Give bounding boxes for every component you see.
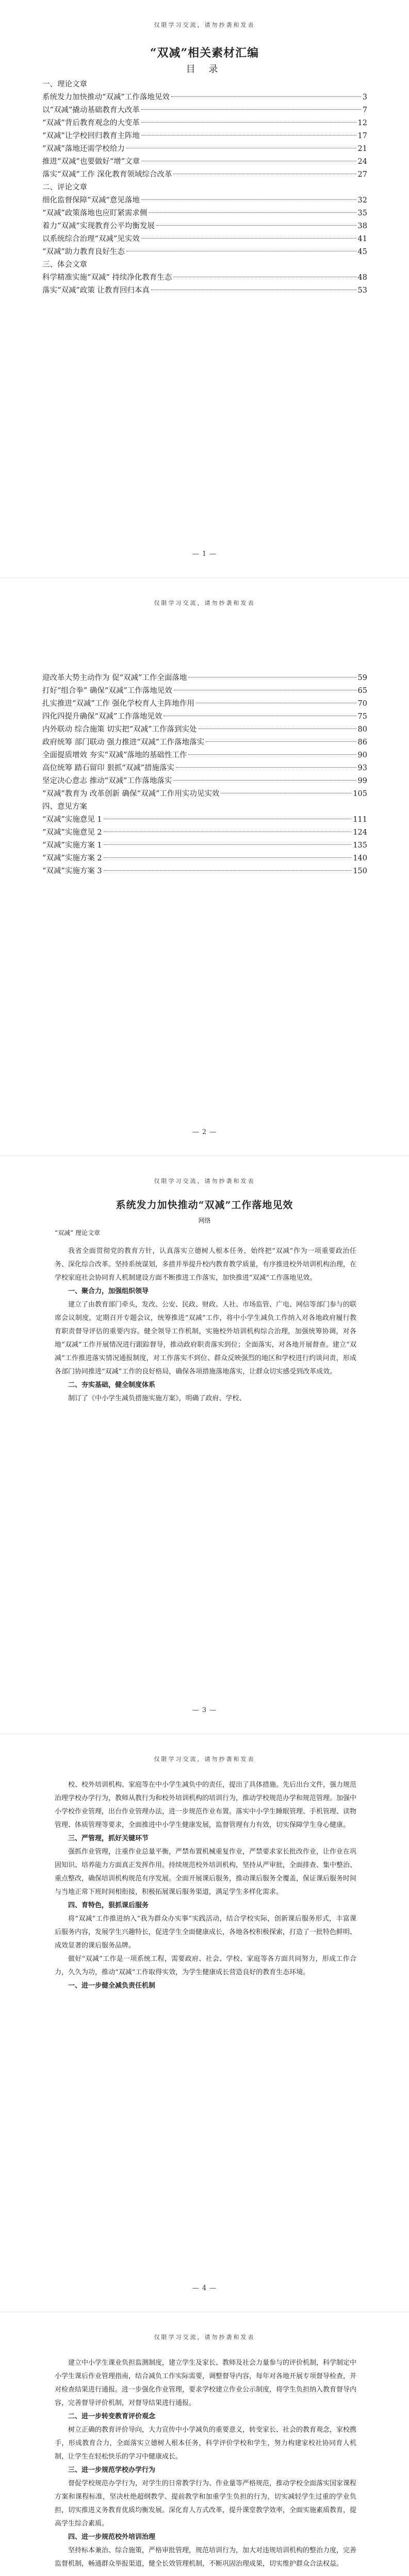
document-page-2 xyxy=(0,578,409,1156)
toc-entry-title: 扎实推进“双减”工作 强化学校育人主阵地作用 xyxy=(42,700,194,708)
body-paragraph: 将“双减”工作推进纳入“我为群众办实事”实践活动，结合学校实际，创新课后服务形式，丰富课后服务内容，发展学生兴趣特长，促进学生全面健康成长，各地各校积极探索，打造了一批特色鲜明、成效显著的课后服务品牌。 xyxy=(55,1915,357,1950)
toc-entry[interactable] xyxy=(42,839,367,852)
header-notice: 仅限学习交流，请勿抄袭和发表 xyxy=(154,1178,255,1184)
toc-entry-page: 38 xyxy=(357,222,367,230)
toc-entry-page: 17 xyxy=(357,132,367,140)
toc-entry-title: 落实“双减”工作 深化教育领域综合改革 xyxy=(42,171,172,179)
toc-entry-page: 70 xyxy=(357,700,367,708)
toc-entry-title: 坚定决心意志 推动“双减”工作落地落实 xyxy=(42,777,172,785)
toc-entry[interactable] xyxy=(42,207,367,220)
toc-entry-page: 75 xyxy=(357,713,367,721)
toc-entry[interactable] xyxy=(42,736,367,749)
toc-entry-title: “双减”让学校回归教育主阵地 xyxy=(42,132,140,140)
toc-entry[interactable] xyxy=(42,749,367,762)
toc-entry[interactable] xyxy=(42,685,367,698)
toc-entry-page: 65 xyxy=(357,687,367,695)
toc-leader-dots xyxy=(149,212,356,213)
toc-entry-page: 80 xyxy=(357,725,367,734)
toc-entry[interactable] xyxy=(42,104,367,117)
body-paragraph: 建立中小学生课业负担监测制度，建立学生及家长、教师及社会力量参与的评价机制，科学制定中小学生课后作业管理指南，结合减负工作实际需要，调整督导内容，每年对各地开展专项督导检查，并对检查结果进行通报。进一步强化作业管理，要求学校建立作业公示制度，将学生负担纳入教育督导内容，完善督导评价机制，对督导结果进行通报。 xyxy=(55,2359,357,2407)
body-paragraph: 制订了《中小学生减负措施实施方案》，明确了政府、学校、 xyxy=(68,1395,246,1402)
section-heading: 二、进一步转变教育评价观念 xyxy=(68,2413,156,2420)
toc-entry-title: 落实“双减”政策 让教育回归本真 xyxy=(42,286,150,295)
toc-entry[interactable] xyxy=(42,220,367,233)
toc-leader-dots xyxy=(188,754,356,755)
section-heading: 四、进一步规范校外培训治理 xyxy=(68,2533,156,2541)
toc-entry-title: 打好“组合拳” 确保“双减”工作落地见效 xyxy=(42,687,172,695)
toc-leader-dots xyxy=(206,741,356,742)
toc-leader-dots xyxy=(173,780,356,781)
toc-leader-dots xyxy=(141,122,356,123)
page-number: — 3 — xyxy=(192,1706,217,1714)
page-number: — 4 — xyxy=(192,2284,217,2292)
toc-leader-dots xyxy=(171,96,361,97)
section-heading: 三、严管理，抓好关键环节 xyxy=(68,1835,149,1842)
toc-entry-page: 45 xyxy=(357,248,367,256)
toc-entry-title: 科学精准实施“双减” 持续净化教育生态 xyxy=(42,274,172,282)
document-page-3 xyxy=(0,1156,409,1734)
toc-entry[interactable] xyxy=(42,168,367,181)
toc-entry[interactable] xyxy=(42,710,367,723)
body-paragraph: 树立正确的教育评价导向，大力宣传中小学减负的重要意义，转变家长、社会的教育观念，家校携手，形成教育合力，全面落实立德树人根本任务，科学评价学校和学生，努力构建家校社协同育人机制，让学生在轻松快乐的学习中健康成长。 xyxy=(55,2426,357,2461)
toc-entry[interactable] xyxy=(42,852,367,865)
toc-entry[interactable] xyxy=(42,775,367,788)
toc-entry[interactable] xyxy=(42,865,367,878)
body-paragraph: 强抓作业管理，注重作业总量平衡，严禁布置机械重复作业，严禁要求家长批改作业，让作业在巩固知识、培养能力方面真正发挥作用。持续规范校外培训机构，坚持从严审批，全面排查、集中整治、重点整改，确保培训机构规范有序发展。全面开展课后服务，推动课后服务全覆盖，保证课后服务时间与当地正常下班时间相衔接，积极拓展课后服务渠道，满足学生多样化需求。 xyxy=(55,1848,357,1896)
toc-entry[interactable] xyxy=(42,272,367,284)
section-heading: 一、进一步健全减负责任机制 xyxy=(68,1982,156,1990)
toc-leader-dots xyxy=(199,728,356,729)
header-notice: 仅限学习交流，请勿抄袭和发表 xyxy=(154,1756,255,1762)
toc-entry-title: “双减”落地还需学校给力 xyxy=(42,145,125,153)
toc-entry[interactable] xyxy=(42,194,367,207)
header-notice: 仅限学习交流，请勿抄袭和发表 xyxy=(154,2334,255,2341)
toc-entry-page: 41 xyxy=(357,235,367,243)
toc-entry-page: 150 xyxy=(353,867,367,875)
toc-entry-page: 86 xyxy=(357,738,367,747)
toc-entry[interactable] xyxy=(42,156,367,168)
toc-entry-title: “双减”实施方案 3 xyxy=(42,867,102,875)
toc-entry-page: 124 xyxy=(353,828,367,837)
toc-leader-dots xyxy=(176,767,356,768)
toc-entry-title: “双减”政策落地也应盯紧需求侧 xyxy=(42,209,148,217)
article-body xyxy=(55,1778,356,1993)
toc-entry-page: 3 xyxy=(362,93,367,101)
toc-entry[interactable] xyxy=(42,698,367,710)
toc-subtitle: 目 录 xyxy=(186,64,223,75)
body-paragraph: 做好“双减”工作是一项系统工程，需要政府、社会、学校、家庭等各方面共同努力，形成工作合力，久久为功，推动“双减”工作取得实效，为学生健康成长营造良好的教育生态环境。 xyxy=(55,1955,356,1976)
page-number: — 1 — xyxy=(192,550,217,558)
toc-entry-page: 32 xyxy=(357,196,367,205)
page-number: — 2 — xyxy=(192,1128,217,1136)
toc-list-continued xyxy=(42,672,367,878)
toc-entry[interactable] xyxy=(42,130,367,143)
body-paragraph: 我省全面贯彻党的教育方针，认真落实立德树人根本任务，始终把“双减”作为一项重要政治任务、深化综合改革。坚持系统谋划，多措并举提升校内教育教学质量，有序推进校外培训机构治理，在学校家庭社会协同育人机制建设方面不断推进工作落实，加快推进“双减”工作落地见效。 xyxy=(55,1247,357,1282)
document-page-4 xyxy=(0,1734,409,2312)
toc-entry-title: 政府统筹 部门联动 强力推进“双减”工作落地落实 xyxy=(42,738,205,747)
toc-entry-title: 推进“双减”也要做好“增”文章 xyxy=(42,158,140,166)
toc-entry-page: 7 xyxy=(362,106,367,114)
article-body xyxy=(55,2357,356,2571)
toc-entry-title: 系统发力加快推动“双减”工作落地见效 xyxy=(42,93,170,101)
body-paragraph: 校、校外培训机构、家庭等在中小学生减负中的责任，提出了具体措施。先后出台文件，强力规范治理学校办学行为，教师从教行为和校外培训机构的培训行为，推动学校规范办学和规范管理。加强中小学校作业管理，出台作业管理办法，进一步规范作业布置。落实中小学生睡眠管理、手机管理、读物管理、体质管理等要求，全面推进中小学生健康发展，监督管理有力有效，切实保障学生身心健康。 xyxy=(55,1781,357,1829)
header-notice: 仅限学习交流，请勿抄袭和发表 xyxy=(154,22,255,28)
toc-entry[interactable] xyxy=(42,246,367,259)
toc-section-heading: 四、意见方案 xyxy=(42,803,87,811)
toc-entry-title: “双减”实施意见 1 xyxy=(42,816,102,824)
body-paragraph: 督促学校规范办学行为，对学生的日常教学行为、作业量等严格规范，推动学校全面落实国家课程方案和课程标准，坚决杜绝超纲教学、提前教学和加重学生负担的行为，切实减轻学生过重的学业负担，切实推进义务教育优质均衡发展。深化育人方式改革，提升课堂教学效率，全面实施素质教育，提高学生综合素质。 xyxy=(55,2480,357,2528)
toc-entry-title: 着力“双减”实现教育公平均衡发展 xyxy=(42,222,155,230)
toc-list xyxy=(42,78,367,297)
toc-entry-title: “双减”实施意见 2 xyxy=(42,828,102,837)
toc-entry-title: 高位统筹 踏石留印 狠抓“双减”措施落实 xyxy=(42,764,175,772)
toc-entry[interactable] xyxy=(42,826,367,839)
toc-entry[interactable] xyxy=(42,723,367,736)
toc-entry-page: 59 xyxy=(357,674,367,682)
toc-entry-title: 细化监督保障“双减”意见落地 xyxy=(42,196,140,205)
toc-entry-title: 以系统综合治理“双减”见实效 xyxy=(42,235,140,243)
article-author: 网络 xyxy=(198,1217,211,1224)
toc-leader-dots xyxy=(104,870,352,871)
toc-leader-dots xyxy=(156,225,356,226)
body-paragraph: 建立了由教育部门牵头，发改、公安、民政、财政、人社、市场监管、广电、网信等部门参与的联席会议制度，定期召开专题会议，统筹推进“双减”工作，将中小学生减负工作纳入对各地政府履行教育职责督导评估的重要内容。健全领导工作机制，实施校外培训机构综合治理，加强统筹协调，对各地“双减”工作开展情况进行跟踪督导，推动政府职责落实到位；全面落实，对各地开展督查。建立“双减”工作推进落实情况通报制度，对工作落实不到位、群众反映强烈的地区和学校进行约谈问责，形成各部门协同推进“双减”工作的良好格局，确保各项措施落地落实，让群众切实感受到改革成效。 xyxy=(55,1301,357,1376)
toc-entry-page: 111 xyxy=(353,816,367,824)
toc-entry-title: 四化四提升确保“双减”工作落地见效 xyxy=(42,713,162,721)
toc-leader-dots xyxy=(104,857,352,858)
article-source: “双减” 理论文章 xyxy=(55,1229,101,1236)
toc-leader-dots xyxy=(104,844,352,845)
toc-entry-page: 27 xyxy=(357,171,367,179)
toc-entry-page: 21 xyxy=(357,145,367,153)
toc-title: “双减”相关素材汇编 xyxy=(150,46,259,60)
toc-entry[interactable] xyxy=(42,814,367,826)
toc-section-heading: 一、理论文章 xyxy=(42,80,87,89)
toc-entry[interactable] xyxy=(42,672,367,685)
section-heading: 四、育特色，狠抓课后服务 xyxy=(68,1902,149,1909)
toc-entry[interactable] xyxy=(42,788,367,801)
article-body xyxy=(55,1245,356,1405)
section-heading: 一、聚合力，加强组织领导 xyxy=(68,1287,149,1295)
document-page-1 xyxy=(0,0,409,578)
toc-entry-page: 12 xyxy=(357,119,367,127)
toc-entry-title: “双减”实施方案 2 xyxy=(42,854,102,862)
toc-entry-page: 53 xyxy=(357,286,367,295)
toc-entry-page: 35 xyxy=(357,209,367,217)
article-title: 系统发力加快推动“双减”工作落地见效 xyxy=(116,1199,293,1211)
toc-entry-page: 105 xyxy=(353,790,367,798)
toc-entry-page: 99 xyxy=(357,777,367,785)
toc-entry[interactable] xyxy=(42,117,367,130)
toc-entry-title: 全面提质增效 夯实“双减”落地的基础性工作 xyxy=(42,751,187,759)
toc-entry-title: 迎改革大势主动作为 促“双减”工作全面落地 xyxy=(42,674,187,682)
section-heading: 三、进一步规范学校办学行为 xyxy=(68,2466,156,2474)
toc-leader-dots xyxy=(141,109,361,110)
toc-entry-title: “双减”背后教育观念的大变革 xyxy=(42,119,140,127)
toc-entry-title: “双减”教育为 改革创新 确保“双减”工作用实功见实效 xyxy=(42,790,220,798)
toc-entry[interactable] xyxy=(42,284,367,297)
toc-entry[interactable] xyxy=(42,233,367,246)
section-heading: 二、夯实基础，健全制度体系 xyxy=(68,1381,156,1389)
toc-section-heading: 三、体会文章 xyxy=(42,261,87,269)
toc-entry-page: 90 xyxy=(357,751,367,759)
toc-entry[interactable] xyxy=(42,91,367,104)
toc-entry-title: 以“双减”撬动基础教育大改革 xyxy=(42,106,140,114)
toc-entry-page: 48 xyxy=(357,274,367,282)
toc-leader-dots xyxy=(141,199,356,200)
toc-entry-page: 140 xyxy=(353,854,367,862)
toc-entry-page: 135 xyxy=(353,841,367,850)
header-notice: 仅限学习交流，请勿抄袭和发表 xyxy=(154,600,255,606)
toc-entry-title: “双减”实施方案 1 xyxy=(42,841,102,850)
toc-entry-page: 24 xyxy=(357,158,367,166)
toc-entry-page: 93 xyxy=(357,764,367,772)
toc-entry[interactable] xyxy=(42,762,367,775)
body-paragraph: 坚持标本兼治、综合施策，严格审批管理，规范培训行为，加大对违规培训机构的整治力度，完善监督机制，畅通群众举报渠道，健全长效管理机制，不断巩固治理成果，切实维护群众合法权益。 xyxy=(55,2547,357,2568)
document-page-5 xyxy=(0,2312,409,2576)
toc-entry-title: “双减”助力教育良好生态 xyxy=(42,248,125,256)
toc-entry[interactable] xyxy=(42,143,367,156)
toc-leader-dots xyxy=(141,238,356,239)
toc-entry-title: 内外联动 综合施策 切实把“双减”工作落到实处 xyxy=(42,725,197,734)
toc-section-heading: 二、评论文章 xyxy=(42,183,87,192)
